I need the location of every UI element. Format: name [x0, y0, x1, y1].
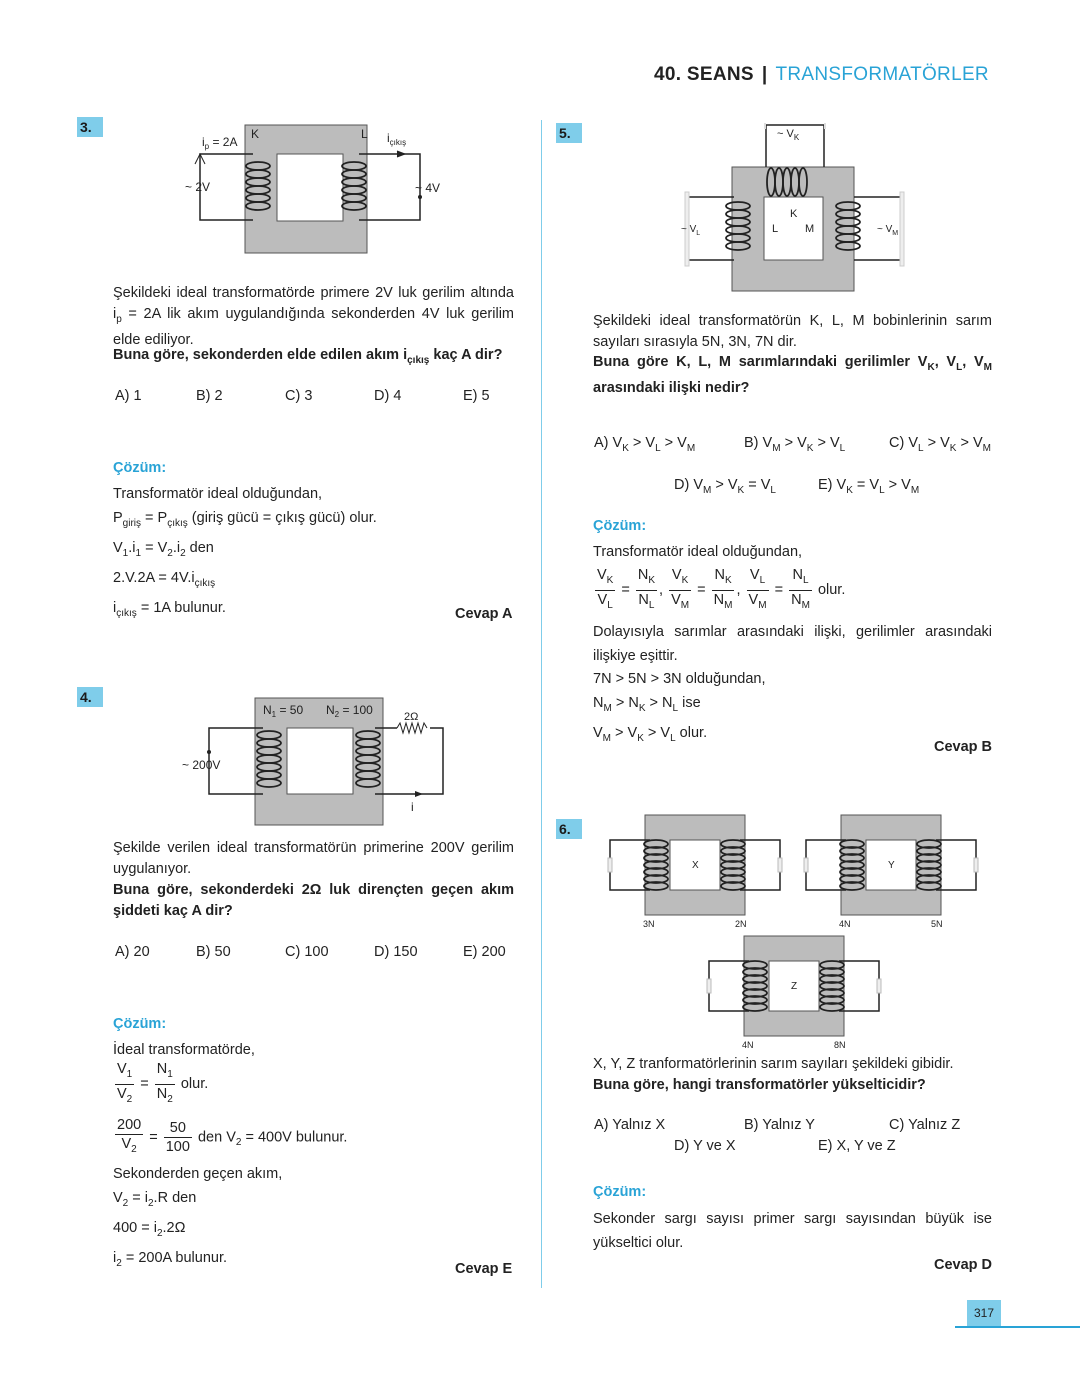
q6-option-e[interactable]: E) X, Y ve Z: [818, 1138, 896, 1154]
question-number-3: 3.: [77, 117, 103, 137]
svg-text:~ 2V: ~ 2V: [185, 180, 211, 194]
transformer-x: [608, 815, 782, 929]
q6-question: Buna göre, hangi transformatörler yükselticidir?: [593, 1077, 926, 1093]
q4-statement: Şekilde verilen ideal transformatörün primerine 200V gerilim uygulanıyor.: [113, 840, 514, 877]
q4-option-d[interactable]: D) 150: [374, 944, 418, 960]
q5-solution-title: Çözüm:: [593, 518, 647, 534]
svg-text:~ 200V: ~ 200V: [182, 758, 221, 772]
q3-solution-title: Çözüm:: [113, 460, 167, 476]
q6-option-a[interactable]: A) Yalnız X: [594, 1117, 666, 1133]
q5-sol-ratios: $\frac{V_K}{V_L}$ = $\frac{N_K}{N_L}$ , $\frac{V_K}{V_M}$ = $\frac{N_K}{N_M}$ , $\frac{V_L}{V_M}$ = $\frac{N_L}{N_M}$ olur.: [597, 567, 846, 611]
q4-option-e[interactable]: E) 200: [463, 944, 506, 960]
svg-text:5N: 5N: [931, 919, 943, 929]
q5-option-d[interactable]: D) $V_M > V_K = V_L$: [674, 477, 776, 496]
q4-option-c[interactable]: C) 100: [285, 944, 329, 960]
svg-text:Y: Y: [888, 860, 895, 871]
transformer-y: [804, 815, 978, 929]
svg-text:~ 4V: ~ 4V: [415, 181, 441, 195]
svg-text:2Ω: 2Ω: [404, 711, 419, 723]
q6-option-d[interactable]: D) Y ve X: [674, 1138, 736, 1154]
q3-option-b[interactable]: B) 2: [196, 388, 223, 404]
q3-statement: Şekildeki ideal transformatörde primere 2V luk gerilim altında $i_p = 2A$ lik akım uygulandığında sekonderden 4V luk gerilim elde ediliyor.: [113, 285, 514, 348]
q4-sol-calc: $\frac{200}{V_2}$ = $\frac{50}{100}$ den $V_2 = 400V$ bulunur.: [117, 1117, 348, 1155]
q5-transformer-diagram: [672, 120, 917, 295]
transformer-z: [707, 936, 881, 1050]
q5-statement: Şekildeki ideal transformatörün K, L, M bobinlerinin sarım sayıları sırasıyla 5N, 3N, 7N dir.: [593, 313, 992, 350]
q5-sol-line3: Dolayısıyla sarımlar arasındaki ilişki, gerilimler arasındaki ilişkiye eşittir.: [593, 624, 992, 664]
svg-text:N1 = 50: $N_1 = 50$: [263, 703, 304, 719]
q4-sol-ratio: $\frac{V_1}{V_2}$ = $\frac{N_1}{N_2}$ olur.: [117, 1061, 209, 1105]
svg-text:L: L: [361, 127, 368, 141]
svg-text:8N: 8N: [834, 1040, 846, 1050]
q5-option-c[interactable]: C) $V_L > V_K > V_M$: [889, 435, 991, 454]
q4-sol-line1: İdeal transformatörde,: [113, 1042, 255, 1058]
q6-solution-title: Çözüm:: [593, 1184, 647, 1200]
q3-transformer-diagram: [175, 122, 445, 257]
q6-statement: X, Y, Z tranformatörlerinin sarım sayıları şekildeki gibidir.: [593, 1056, 954, 1072]
q4-option-a[interactable]: A) 20: [115, 944, 150, 960]
svg-text:~ VM: ~ $V_M$: [877, 224, 899, 237]
column-divider: [541, 120, 542, 1288]
svg-text:~ VL: ~ $V_L$: [681, 224, 701, 237]
q4-solution-title: Çözüm:: [113, 1016, 167, 1032]
q5-option-b[interactable]: B) $V_M > V_K > V_L$: [744, 435, 846, 454]
q6-answer: Cevap D: [934, 1257, 993, 1273]
svg-text:M: M: [805, 223, 815, 235]
svg-text:3N: 3N: [643, 919, 655, 929]
q5-sol-rest: 7N > 5N > 3N olduğundan, $N_M > N_K > N_L$ ise $V_M > V_K > V_L$ olur.: [593, 671, 766, 744]
q3-option-d[interactable]: D) 4: [374, 388, 402, 404]
page-number: 317: [967, 1300, 1001, 1326]
question-number-5: 5.: [556, 123, 582, 143]
svg-text:~ VK: ~ $V_K$: [777, 128, 800, 142]
q6-option-b[interactable]: B) Yalnız Y: [744, 1117, 815, 1133]
svg-text:içıkış: $i_{çıkış}$: [387, 131, 407, 147]
q4-answer: Cevap E: [455, 1261, 513, 1277]
session-title: 40. SEANS: [654, 64, 754, 85]
page-header: [654, 64, 989, 86]
svg-text:4N: 4N: [839, 919, 851, 929]
q5-sol-line1: Transformatör ideal olduğundan,: [593, 544, 803, 560]
q4-sol-rest: Sekonderden geçen akım, $V_2 = i_2.R$ den $400 = i_2.2\Omega$ $i_2 = 200A$ bulunur.: [113, 1166, 283, 1269]
q6-option-c[interactable]: C) Yalnız Z: [889, 1117, 961, 1133]
svg-text:2N: 2N: [735, 919, 747, 929]
topic-title: TRANSFORMATÖRLER: [775, 64, 989, 85]
q6-solution: Sekonder sargı sayısı primer sargı sayısından büyük ise yükseltici olur.: [593, 1211, 992, 1251]
q4-question: Buna göre, sekonderdeki 2Ω luk dirençten geçen akım şiddeti kaç A dir?: [113, 882, 514, 919]
svg-text:Z: Z: [791, 981, 798, 992]
svg-text:K: K: [251, 127, 260, 141]
q3-solution: Transformatör ideal olduğundan, $P_{giriş} = P_{çıkış}$ (giriş gücü = çıkış gücü) olur. $V_1.i_1 = V_2.i_2$ den $2.V.2A = 4V.i_{çıkış}$ $i_{çıkış} = 1A$ bulunur.: [113, 486, 377, 619]
svg-text:X: X: [692, 860, 699, 871]
question-number-6: 6.: [556, 819, 582, 839]
footer-line: [955, 1326, 1080, 1328]
q5-option-e[interactable]: E) $V_K = V_L > V_M$: [818, 477, 920, 496]
q3-option-c[interactable]: C) 3: [285, 388, 313, 404]
q3-question: Buna göre, sekonderden elde edilen akım $i_{çıkış}$ kaç A dir?: [113, 347, 503, 366]
q6-transformers-diagram: [600, 810, 990, 1055]
q3-option-a[interactable]: A) 1: [115, 388, 142, 404]
question-number-4: 4.: [77, 687, 103, 707]
q5-question: Buna göre K, L, M sarımlarındaki gerilimler $V_K$, $V_L$, $V_M$ arasındaki ilişki nedir?: [593, 354, 992, 396]
q5-answer: Cevap B: [934, 739, 993, 755]
q3-answer: Cevap A: [455, 606, 513, 622]
svg-text:L: L: [772, 223, 779, 235]
svg-text:N2 = 100: $N_2 = 100$: [326, 703, 373, 719]
q4-transformer-diagram: [175, 695, 450, 830]
q3-option-e[interactable]: E) 5: [463, 388, 490, 404]
q5-option-a[interactable]: A) $V_K > V_L > V_M$: [594, 435, 696, 454]
svg-text:K: K: [790, 208, 798, 220]
header-separator: |: [761, 64, 768, 85]
q4-option-b[interactable]: B) 50: [196, 944, 231, 960]
svg-text:i: i: [411, 800, 414, 814]
svg-text:4N: 4N: [742, 1040, 754, 1050]
svg-text:ip = 2A: $i_p = 2A$: [202, 135, 238, 151]
